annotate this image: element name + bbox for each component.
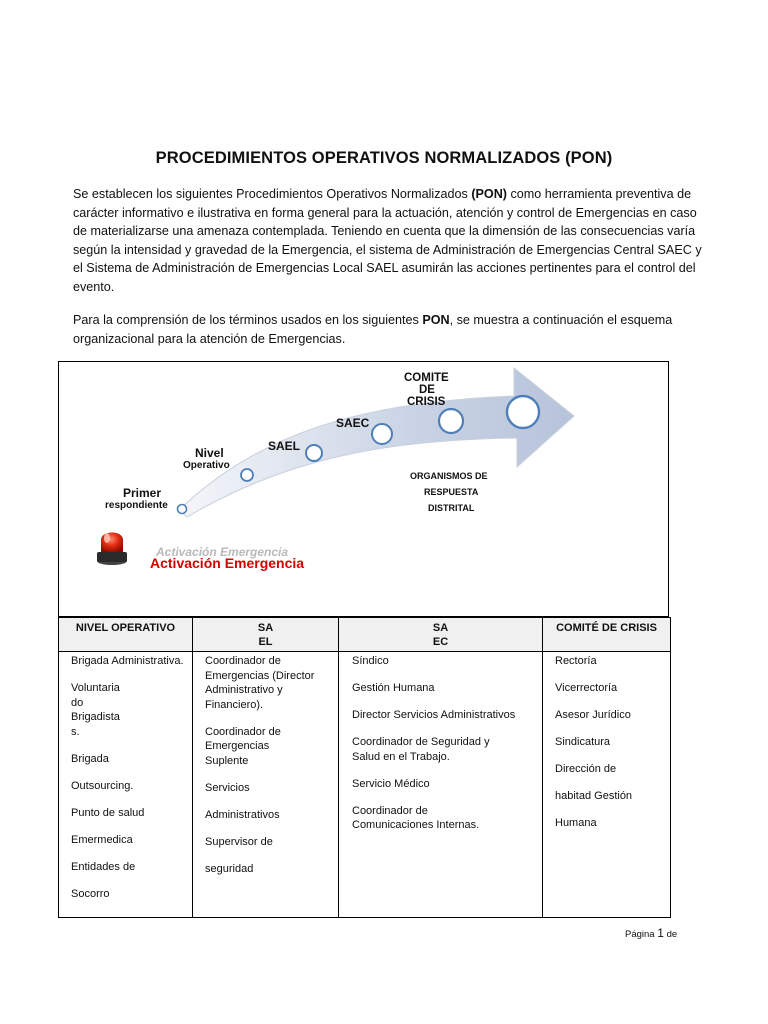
nivel-operativo-cell — [59, 652, 193, 918]
organismos-label-3: DISTRITAL — [428, 503, 475, 513]
sael-cell — [193, 652, 339, 918]
header-sael: SA EL — [193, 618, 339, 652]
list-item: Coordinador de Comunicaciones Internas. — [352, 804, 480, 831]
operativo-label: Operativo — [183, 460, 230, 471]
scheme-paragraph: Para la comprensión de los términos usados en los siguientes PON, se muestra a continuación el esquema organizacional para la atención de Emergencias. — [73, 313, 673, 346]
comite-label: COMITE — [404, 372, 449, 384]
header-saec: SA EC — [339, 618, 543, 652]
activation-label: Activación Emergencia — [150, 555, 305, 571]
list-item: Asesor Jurídico — [555, 709, 631, 721]
list-item: Socorro — [71, 887, 110, 900]
sael-label: SAEL — [268, 439, 301, 453]
list-item: Vicerrectoría — [555, 682, 618, 694]
list-item: Servicios — [205, 781, 250, 794]
list-item: Síndico — [352, 655, 389, 667]
level-marker-saec — [372, 424, 392, 444]
list-item: habitad Gestión — [555, 790, 633, 802]
nivel-label: Nivel — [195, 446, 224, 460]
list-item: Director Servicios Administrativos — [352, 709, 516, 721]
level-marker-nivel — [241, 469, 253, 481]
list-item: Gestión Humana — [352, 682, 435, 694]
organismos-label-1: ORGANISMOS DE — [410, 471, 488, 481]
list-item: Humana — [555, 817, 597, 829]
list-item: Entidades de — [71, 860, 136, 873]
list-item: Rectoría — [555, 655, 597, 667]
list-item: Administrativos — [205, 808, 280, 821]
header-nivel-operativo: NIVEL OPERATIVO — [59, 618, 193, 652]
organizational-table — [58, 617, 671, 918]
emergency-escalation-diagram — [58, 361, 669, 617]
page-title: PROCEDIMIENTOS OPERATIVOS NORMALIZADOS (PON) — [155, 149, 613, 167]
list-item: Dirección de — [555, 763, 617, 775]
saec-cell — [339, 652, 543, 918]
de-label: DE — [419, 384, 435, 396]
list-item: seguridad — [205, 862, 254, 875]
saec-label: SAEC — [336, 416, 370, 430]
table-row — [59, 652, 671, 918]
list-item: Servicio Médico — [352, 777, 430, 790]
siren-icon — [97, 533, 127, 566]
list-item: Coordinador de Emergencias Suplente — [205, 725, 281, 767]
list-item: Brigada — [71, 752, 109, 765]
list-item: Voluntaria do Brigadista s. — [71, 682, 120, 738]
list-item: Supervisor de — [205, 835, 273, 848]
header-comite-de-crisis: COMITÉ DE CRISIS — [543, 618, 671, 652]
table-header-row — [59, 618, 671, 652]
list-item: Outsourcing. — [71, 779, 134, 792]
primer-label: Primer — [123, 486, 162, 500]
level-marker-comite — [439, 409, 463, 433]
organismos-label-2: RESPUESTA — [424, 487, 479, 497]
activation-reflection: Activación Emergencia — [156, 545, 289, 559]
page-footer: Página 1 de — [625, 926, 678, 940]
list-item: Sindicatura — [555, 736, 611, 748]
list-item: Coordinador de Seguridad y Salud en el Trabajo. — [352, 736, 490, 763]
level-marker-organismos — [507, 396, 539, 428]
intro-paragraph: Se establecen los siguientes Procedimientos Operativos Normalizados (PON) como herramienta preventiva de carácter informativo e ilustrativa en forma general para la actuación, atención y control de Emergencias en caso de materializarse una amenaza contemplada. Teniendo en cuenta que la dimensión de las consecuencias varía según la intensidad y gravedad de la Emergencia, el sistema de Administración de Emergencias Central SAEC y el Sistema de Administración de Emergencias Local SAEL asumirán las acciones pertinentes para el control del evento. — [73, 187, 702, 294]
crisis-label: CRISIS — [407, 396, 446, 408]
list-item: Coordinador de Emergencias (Director Administrativo y Financiero). — [205, 655, 315, 711]
level-marker-sael — [306, 445, 322, 461]
level-marker-primer — [178, 505, 187, 514]
list-item: Emermedica — [71, 833, 133, 846]
list-item: Punto de salud — [71, 806, 145, 819]
respondiente-label: respondiente — [105, 500, 168, 511]
comite-cell — [543, 652, 671, 918]
list-item: Brigada Administrativa. — [71, 655, 184, 667]
